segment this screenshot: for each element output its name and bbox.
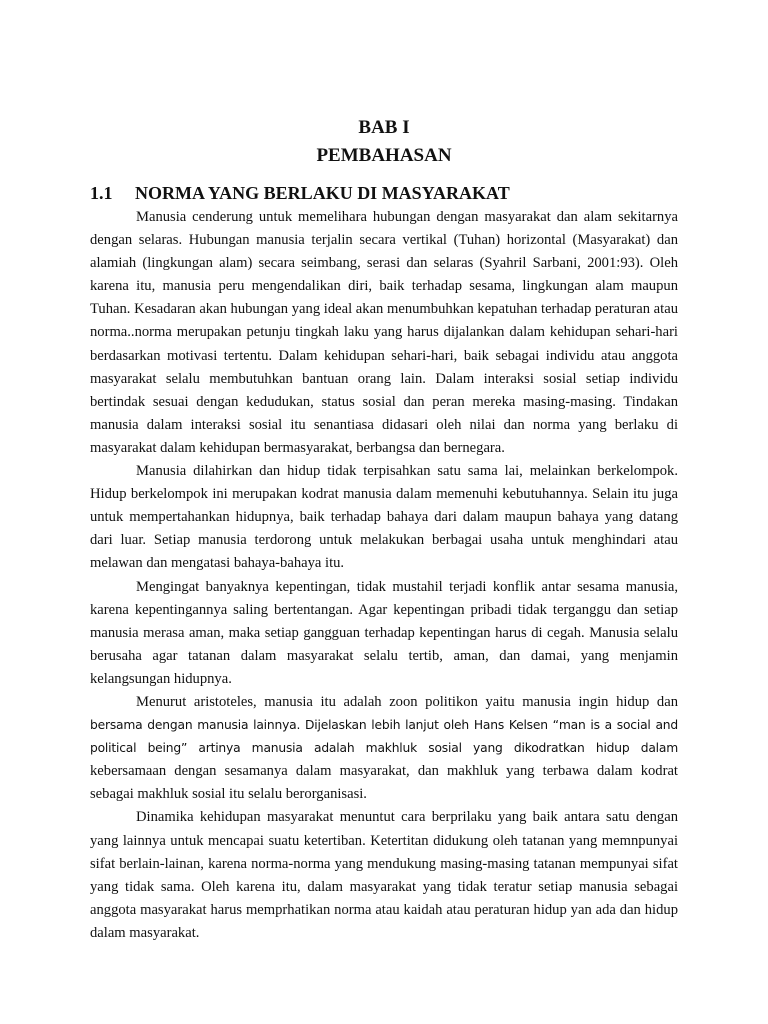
chapter-label: BAB I	[358, 117, 410, 138]
paragraph-3: Mengingat banyaknya kepentingan, tidak mustahil terjadi konflik antar sesama manusia, karena kepentingannya saling bertentangan. Agar kepentingan pribadi tidak terganggu dan setiap manusia merasa aman, maka setiap gangguan terhadap kepentingan harus di cegah. Manusia selalu berusaha agar tatanan dalam masyarakat selalu tertib, aman, dan damai, yang menjamin kelangsungan hidupnya.	[90, 578, 678, 687]
paragraph-5: Dinamika kehidupan masyarakat menuntut cara berprilaku yang baik antara satu dengan yang lainnya untuk mencapai suatu ketertiban. Ketertitan didukung oleh tatanan yang memnpunyai sifat berlain-lainan, karena norma-norma yang mendukung masing-masing tatanan mempunyai sifat yang tidak sama. Oleh karena itu, dalam masyarakat yang tidak teratur setiap manusia sebagai anggota masyarakat harus memprhatikan norma atau kaidah atau peraturan hidup yan ada dan hidup dalam masyarakat.	[90, 809, 678, 941]
chapter-header	[0, 114, 768, 170]
paragraph-4-part-3: kebersamaan dengan sesamanya dalam masyarakat, dan makhluk yang terbawa dalam kodrat sebagai makhluk sosial itu selalu berorganisasi.	[90, 763, 678, 803]
section-number: 1.1	[90, 183, 113, 203]
paragraph-4-part-1: Menurut aristoteles, manusia itu adalah zoon politikon yaitu manusia ingin hidup dan	[136, 693, 678, 710]
paragraph-4-part-2: bersama dengan manusia lainnya. Dijelaskan lebih lanjut oleh Hans Kelsen “man is a social and political being” artinya manusia adalah makhluk sosial yang dikodratkan hidup dalam	[90, 718, 678, 756]
section-heading	[90, 181, 690, 205]
paragraph-2: Manusia dilahirkan dan hidup tidak terpisahkan satu sama lai, melainkan berkelompok. Hidup berkelompok ini merupakan kodrat manusia dalam memenuhi kebutuhannya. Selain itu juga untuk mempertahankan hidupnya, baik terhadap bahaya dari dalam maupun bahaya yang datang dari luar. Setiap manusia terdorong untuk melakukan berbagai usaha untuk menghindari atau melawan dan mengatasi bahaya-bahaya itu.	[90, 463, 678, 572]
body-text	[90, 206, 678, 945]
chapter-title: PEMBAHASAN	[316, 145, 452, 166]
section-title: NORMA YANG BERLAKU DI MASYARAKAT	[135, 183, 510, 203]
paragraph-1: Manusia cenderung untuk memelihara hubungan dengan masyarakat dan alam sekitarnya dengan selaras. Hubungan manusia terjalin secara vertikal (Tuhan) horizontal (Masyarakat) dan alamiah (lingkungan alam) secara seimbang, serasi dan selaras (Syahril Sarbani, 2001:93). Oleh karena itu, manusia peru mengendalikan diri, baik terhadap sesama, lingkungan alam maupun Tuhan. Kesadaran akan hubungan yang ideal akan menumbuhkan kepatuhan terhadap peraturan atau norma..norma merupakan petunju tingkah laku yang harus dijalankan dalam kehidupan sehari-hari berdasarkan motivasi tertentu. Dalam kehidupan sehari-hari, baik sebagai individu atau anggota masyarakat selalu membutuhkan bantuan orang lain. Dalam interaksi sosial setiap individu bertindak sesuai dengan kedudukan, status sosial dan peran mereka masing-masing. Tindakan manusia dalam interaksi sosial itu senantiasa didasari oleh nilai dan norma yang berlaku di masyarakat dalam kehidupan bermasyarakat, berbangsa dan bernegara.	[90, 209, 678, 456]
paragraph-4	[90, 691, 678, 806]
